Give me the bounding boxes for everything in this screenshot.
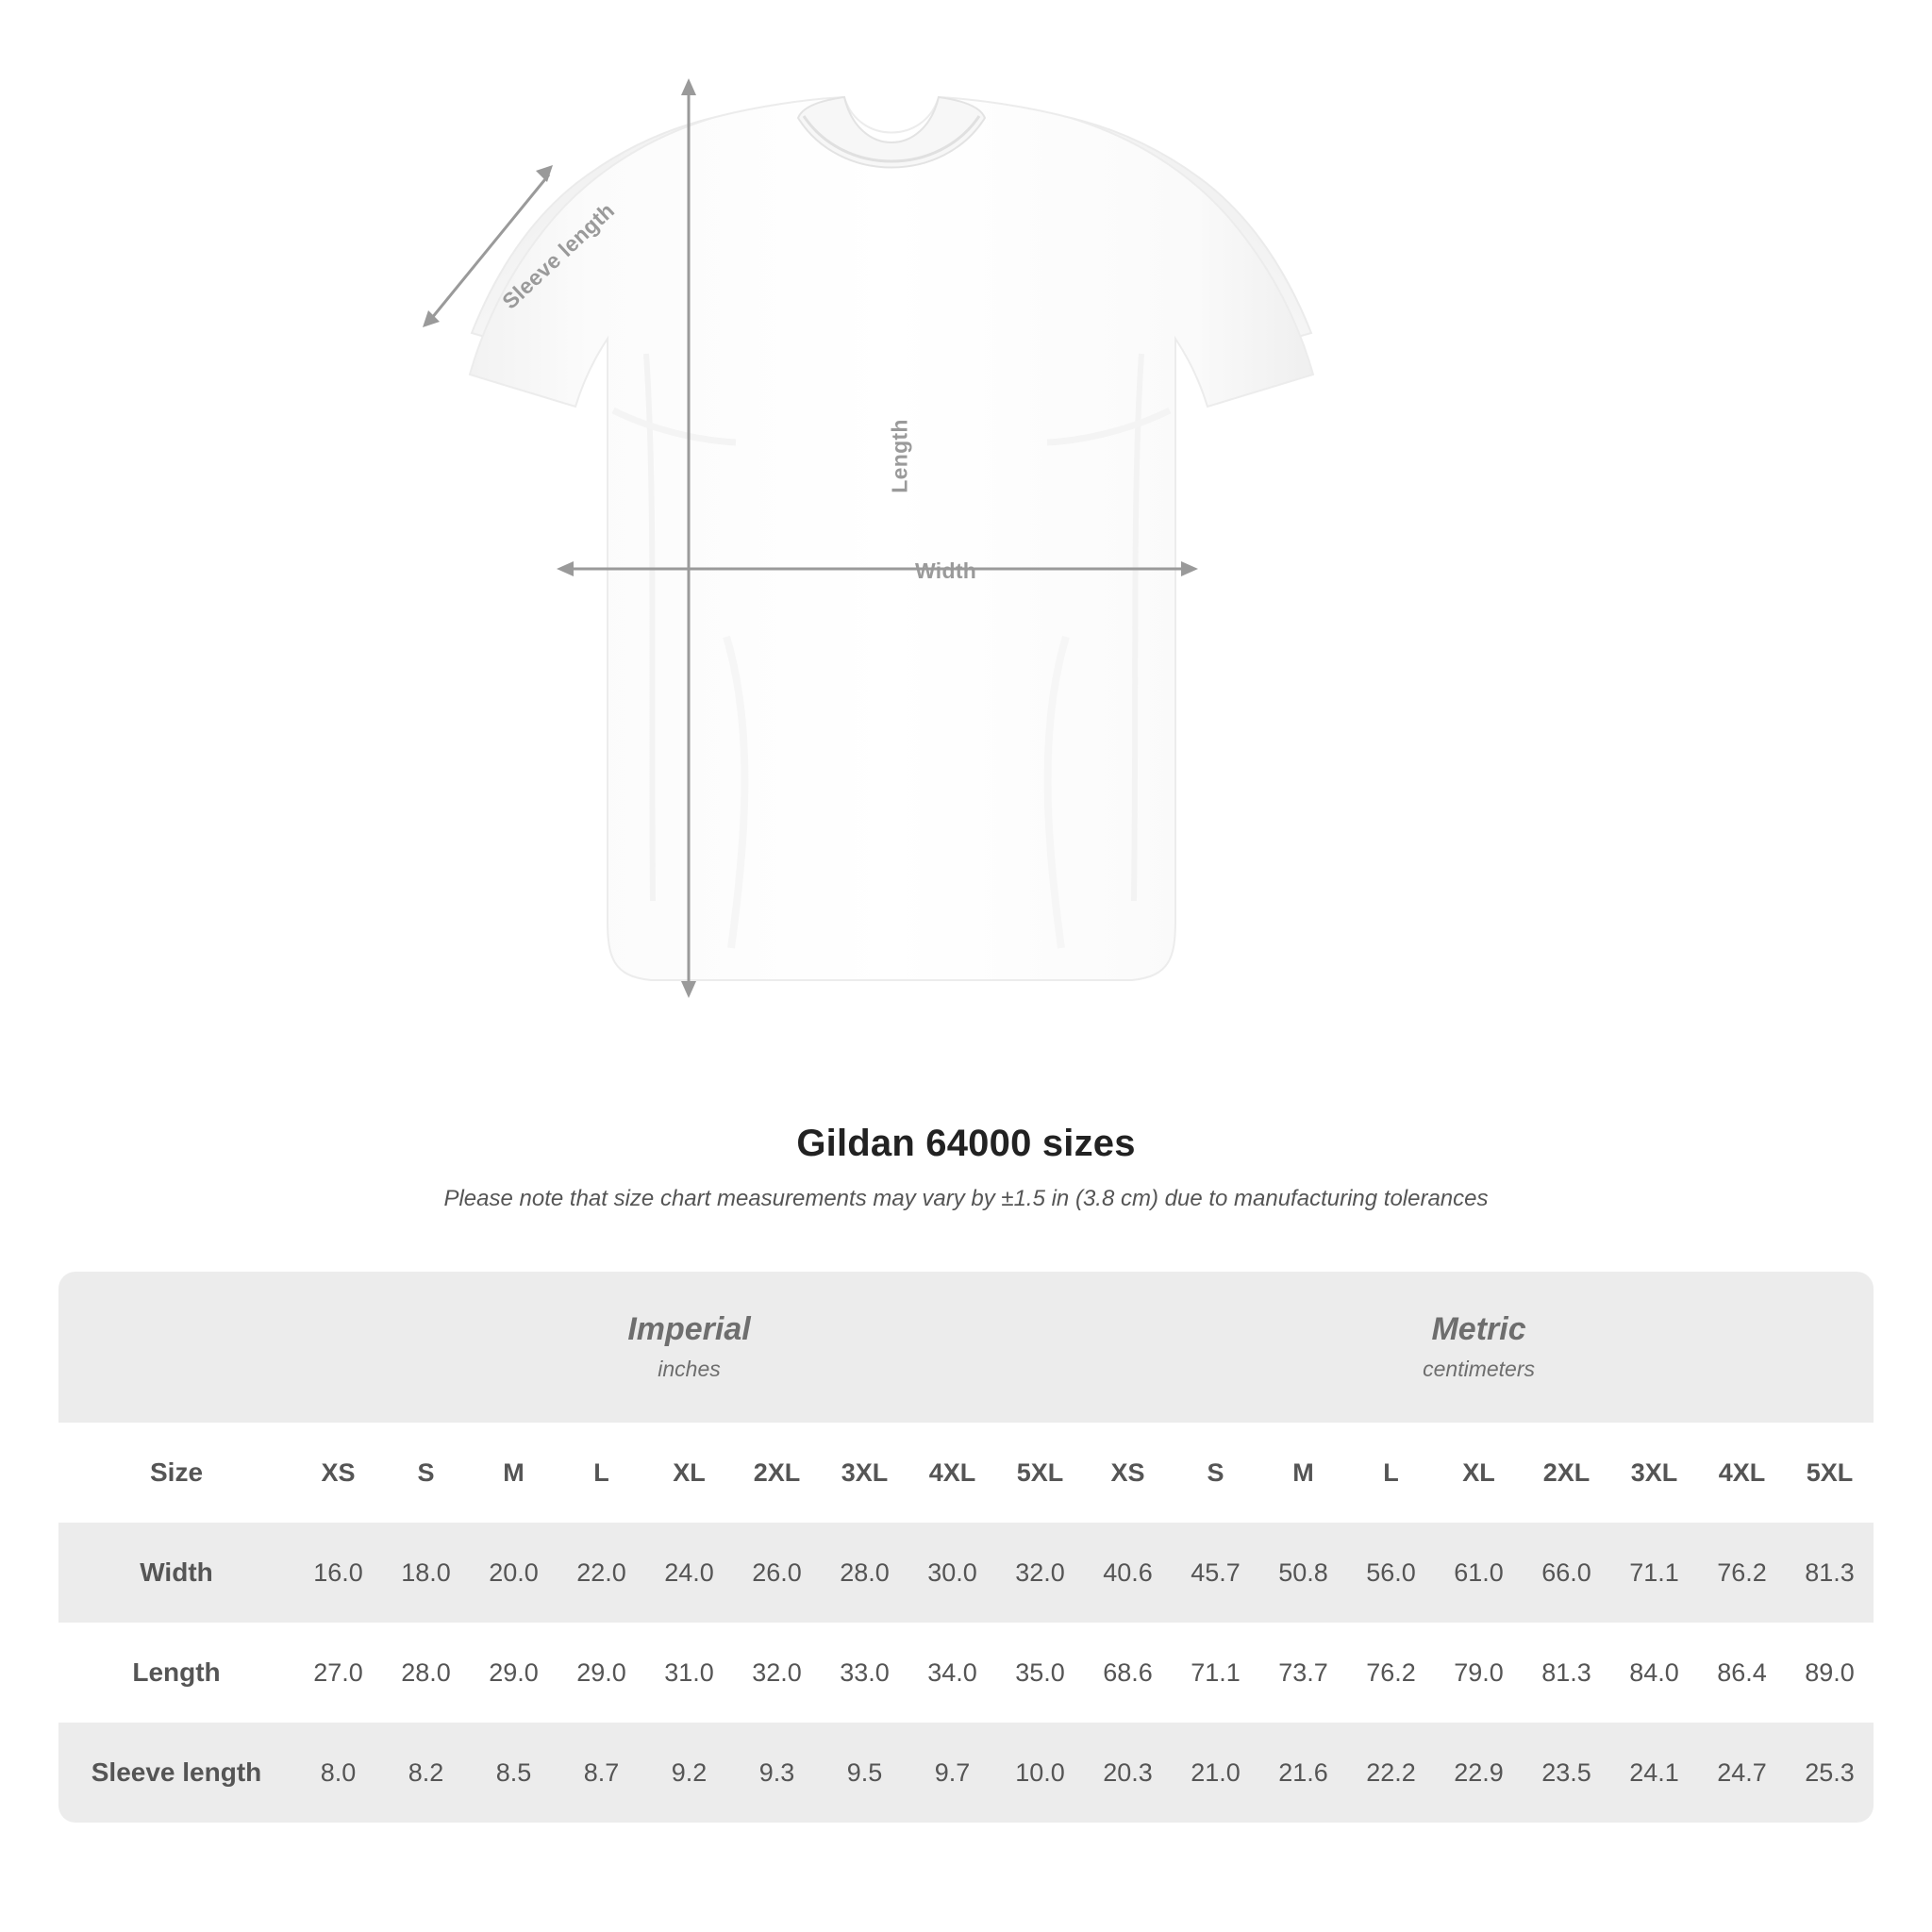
cell-length-imperial-2xl: 32.0	[733, 1623, 821, 1723]
row-label-length: Length	[58, 1623, 294, 1723]
tshirt-icon	[415, 71, 1368, 1071]
cell-width-metric-2xl: 66.0	[1523, 1523, 1610, 1623]
cell-sleeve-imperial-xs: 8.0	[294, 1723, 382, 1823]
cell-length-imperial-l: 29.0	[558, 1623, 645, 1723]
size-header-imperial-xl: XL	[645, 1423, 733, 1523]
cell-length-imperial-5xl: 35.0	[996, 1623, 1084, 1723]
size-header-metric-2xl: 2XL	[1523, 1423, 1610, 1523]
cell-width-metric-xs: 40.6	[1084, 1523, 1172, 1623]
cell-width-metric-xl: 61.0	[1435, 1523, 1523, 1623]
unit-imperial-title: Imperial	[627, 1310, 751, 1347]
length-label: Length	[887, 419, 912, 493]
cell-sleeve-metric-4xl: 24.7	[1698, 1723, 1786, 1823]
cell-sleeve-imperial-xl: 9.2	[645, 1723, 733, 1823]
unit-header-row	[58, 1272, 1874, 1423]
cell-length-metric-xl: 79.0	[1435, 1623, 1523, 1723]
cell-length-imperial-4xl: 34.0	[908, 1623, 996, 1723]
cell-sleeve-metric-l: 22.2	[1347, 1723, 1435, 1823]
size-header-imperial-3xl: 3XL	[821, 1423, 908, 1523]
table-row	[58, 1623, 1874, 1723]
cell-width-metric-m: 50.8	[1259, 1523, 1347, 1623]
cell-width-metric-4xl: 76.2	[1698, 1523, 1786, 1623]
unit-header-imperial	[294, 1272, 1084, 1423]
size-header-metric-m: M	[1259, 1423, 1347, 1523]
cell-length-imperial-xs: 27.0	[294, 1623, 382, 1723]
size-corner-label: Size	[58, 1423, 294, 1523]
size-table-wrapper	[58, 1272, 1874, 1823]
cell-length-imperial-m: 29.0	[470, 1623, 558, 1723]
cell-sleeve-imperial-3xl: 9.5	[821, 1723, 908, 1823]
cell-length-metric-2xl: 81.3	[1523, 1623, 1610, 1723]
size-header-imperial-s: S	[382, 1423, 470, 1523]
cell-sleeve-metric-xs: 20.3	[1084, 1723, 1172, 1823]
cell-length-metric-4xl: 86.4	[1698, 1623, 1786, 1723]
size-header-metric-4xl: 4XL	[1698, 1423, 1786, 1523]
cell-width-imperial-xl: 24.0	[645, 1523, 733, 1623]
cell-width-metric-5xl: 81.3	[1786, 1523, 1874, 1623]
size-header-imperial-xs: XS	[294, 1423, 382, 1523]
cell-sleeve-imperial-4xl: 9.7	[908, 1723, 996, 1823]
cell-sleeve-metric-xl: 22.9	[1435, 1723, 1523, 1823]
cell-length-metric-m: 73.7	[1259, 1623, 1347, 1723]
cell-sleeve-imperial-m: 8.5	[470, 1723, 558, 1823]
cell-sleeve-metric-5xl: 25.3	[1786, 1723, 1874, 1823]
size-header-imperial-m: M	[470, 1423, 558, 1523]
cell-length-metric-3xl: 84.0	[1610, 1623, 1698, 1723]
unit-header-metric	[1084, 1272, 1874, 1423]
page-title: Gildan 64000 sizes	[796, 1123, 1136, 1164]
width-label: Width	[915, 558, 977, 583]
cell-length-imperial-xl: 31.0	[645, 1623, 733, 1723]
cell-width-metric-s: 45.7	[1172, 1523, 1259, 1623]
cell-width-imperial-5xl: 32.0	[996, 1523, 1084, 1623]
sleeve-length-label: Sleeve length	[497, 197, 620, 314]
cell-sleeve-imperial-2xl: 9.3	[733, 1723, 821, 1823]
unit-metric-title: Metric	[1431, 1310, 1526, 1347]
cell-width-imperial-xs: 16.0	[294, 1523, 382, 1623]
size-header-imperial-2xl: 2XL	[733, 1423, 821, 1523]
table-row	[58, 1523, 1874, 1623]
size-header-metric-5xl: 5XL	[1786, 1423, 1874, 1523]
cell-width-imperial-s: 18.0	[382, 1523, 470, 1623]
cell-sleeve-metric-m: 21.6	[1259, 1723, 1347, 1823]
cell-width-imperial-3xl: 28.0	[821, 1523, 908, 1623]
size-header-metric-xl: XL	[1435, 1423, 1523, 1523]
cell-length-metric-l: 76.2	[1347, 1623, 1435, 1723]
cell-sleeve-imperial-5xl: 10.0	[996, 1723, 1084, 1823]
chart-heading	[0, 1123, 1932, 1212]
cell-length-imperial-s: 28.0	[382, 1623, 470, 1723]
unit-metric-sub: centimeters	[1423, 1357, 1535, 1382]
size-header-metric-l: L	[1347, 1423, 1435, 1523]
cell-sleeve-metric-2xl: 23.5	[1523, 1723, 1610, 1823]
size-header-metric-xs: XS	[1084, 1423, 1172, 1523]
size-header-metric-3xl: 3XL	[1610, 1423, 1698, 1523]
cell-length-imperial-3xl: 33.0	[821, 1623, 908, 1723]
cell-sleeve-imperial-l: 8.7	[558, 1723, 645, 1823]
size-table	[58, 1272, 1874, 1823]
cell-sleeve-metric-3xl: 24.1	[1610, 1723, 1698, 1823]
unit-imperial-sub: inches	[658, 1357, 721, 1382]
cell-width-imperial-2xl: 26.0	[733, 1523, 821, 1623]
size-header-imperial-4xl: 4XL	[908, 1423, 996, 1523]
unit-header-spacer	[58, 1272, 294, 1423]
size-header-metric-s: S	[1172, 1423, 1259, 1523]
cell-length-metric-s: 71.1	[1172, 1623, 1259, 1723]
row-label-sleeve-length: Sleeve length	[58, 1723, 294, 1823]
cell-width-metric-l: 56.0	[1347, 1523, 1435, 1623]
tolerance-note: Please note that size chart measurements may vary by ±1.5 in (3.8 cm) due to manufacturing tolerances	[443, 1186, 1489, 1211]
cell-length-metric-xs: 68.6	[1084, 1623, 1172, 1723]
cell-width-imperial-l: 22.0	[558, 1523, 645, 1623]
table-row	[58, 1723, 1874, 1823]
row-label-width: Width	[58, 1523, 294, 1623]
cell-width-imperial-m: 20.0	[470, 1523, 558, 1623]
cell-width-imperial-4xl: 30.0	[908, 1523, 996, 1623]
cell-sleeve-metric-s: 21.0	[1172, 1723, 1259, 1823]
cell-length-metric-5xl: 89.0	[1786, 1623, 1874, 1723]
cell-width-metric-3xl: 71.1	[1610, 1523, 1698, 1623]
size-header-row	[58, 1423, 1874, 1523]
size-header-imperial-5xl: 5XL	[996, 1423, 1084, 1523]
cell-sleeve-imperial-s: 8.2	[382, 1723, 470, 1823]
size-header-imperial-l: L	[558, 1423, 645, 1523]
